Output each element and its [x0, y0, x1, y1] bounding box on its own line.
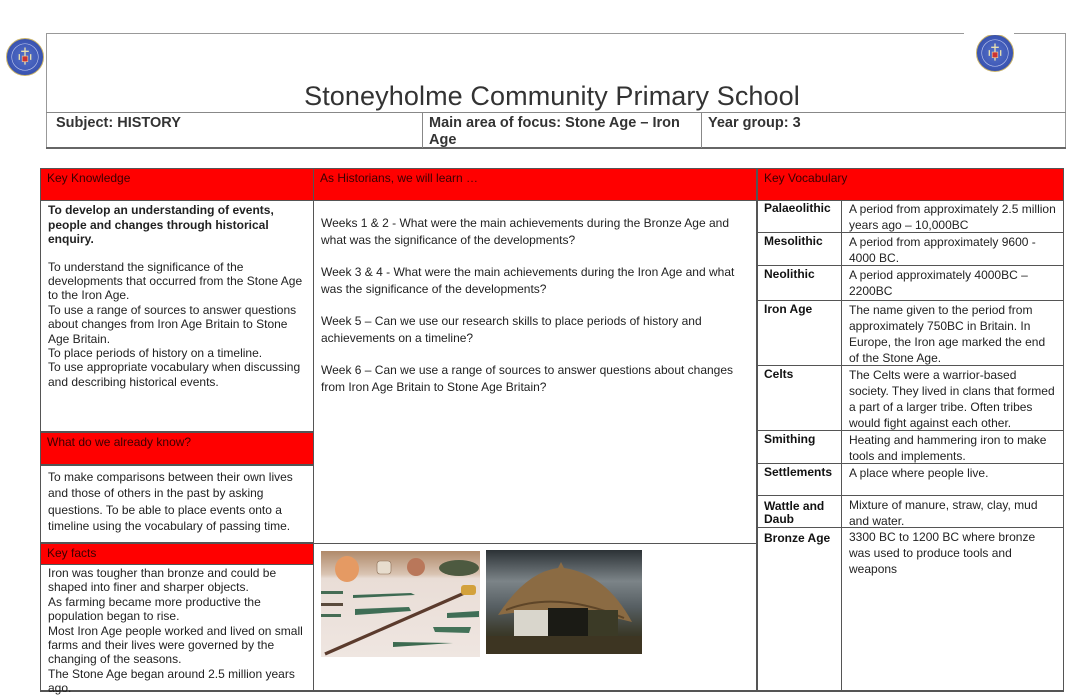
vocabulary-term: Celts: [758, 366, 842, 430]
vocabulary-heading: Key Vocabulary: [757, 168, 1064, 201]
vocabulary-definition: Mixture of manure, straw, clay, mud and water.: [849, 498, 1038, 528]
images-cell: [313, 543, 757, 692]
roundhouse-photo: [486, 550, 642, 654]
info-row: [46, 112, 1066, 149]
key-knowledge-intro: To develop an understanding of events, people and changes through historical enquiry.: [48, 203, 274, 246]
school-title: Stoneyholme Community Primary School: [304, 81, 800, 111]
vocabulary-definition: A period from approximately 2.5 million years ago – 10,000BC: [849, 202, 1056, 232]
vocabulary-row: [757, 464, 1064, 496]
vocabulary-row: [757, 233, 1064, 266]
key-fact: Most Iron Age people worked and lived on small farms and their lives were governed by the changing of the seasons.: [48, 623, 303, 667]
week-question: Week 6 – Can we use a range of sources to answer questions about changes from Iron Age Britain to Stone Age Britain?: [321, 363, 734, 394]
vocabulary-term: Iron Age: [758, 301, 842, 365]
key-knowledge-heading: Key Knowledge: [40, 168, 314, 201]
key-knowledge-point: To understand the significance of the developments that occurred from the Stone Age to the Iron Age.: [48, 259, 303, 303]
vocabulary-definition: The name given to the period from approximately 750BC in Britain. In Europe, the Iron age marked the end of the Stone Age.: [849, 303, 1046, 365]
week-question: Weeks 1 & 2 - What were the main achievements during the Bronze Age and what was the significance of the developments?: [321, 216, 729, 247]
vocabulary-row: [757, 496, 1064, 528]
vocabulary-term: Mesolithic: [758, 233, 842, 265]
vocabulary-term: Wattle and Daub: [758, 496, 842, 527]
bronze-artifacts-photo: [321, 551, 480, 657]
vocabulary-row: [757, 266, 1064, 301]
vocabulary-definition: Heating and hammering iron to make tools and implements.: [849, 433, 1047, 463]
vocabulary-term: Bronze Age: [758, 528, 842, 690]
vocabulary-row: [757, 431, 1064, 464]
vocabulary-term: Settlements: [758, 464, 842, 495]
key-facts-heading: Key facts: [40, 543, 314, 565]
key-facts-body: [40, 564, 314, 696]
vocabulary-definition: A period from approximately 9600 - 4000 BC.: [849, 235, 1036, 265]
vocabulary-row: [757, 301, 1064, 366]
learning-heading: As Historians, we will learn …: [313, 168, 757, 201]
key-knowledge-body: [40, 200, 314, 432]
key-knowledge-point: To use appropriate vocabulary when discussing and describing historical events.: [48, 360, 301, 389]
year-group-label: Year group: 3: [708, 115, 801, 131]
vocabulary-definition: A place where people live.: [849, 466, 989, 480]
week-question: Week 3 & 4 - What were the main achievements during the Iron Age and what was the significance of the developments?: [321, 265, 735, 296]
learning-body: [313, 200, 757, 544]
header-border-gap: [964, 32, 1014, 35]
already-know-text: To make comparisons between their own lives and those of others in the past by asking questions. To be able to place events onto a timeline using the vocabulary of passing time.: [40, 465, 314, 543]
key-fact: As farming became more productive the population began to rise.: [48, 594, 261, 624]
key-fact: Iron was tougher than bronze and could be shaped into finer and sharper objects.: [48, 566, 277, 595]
vocabulary-definition: The Celts were a warrior-based society. They lived in clans that formed a part of a larger tribe. Often tribes would fight against each other.: [849, 368, 1055, 430]
key-fact: The Stone Age began around 2.5 million years ago.: [48, 666, 295, 696]
school-crest-icon: [6, 38, 44, 76]
key-knowledge-point: To use a range of sources to answer questions about changes from Iron Age Britain to Stone Age Britain.: [48, 302, 297, 346]
week-question: Week 5 – Can we use our research skills to place periods of history and achievements on a timeline?: [321, 314, 702, 345]
main-focus-label: Main area of focus: Stone Age – Iron Age: [423, 113, 702, 148]
vocabulary-definition: 3300 BC to 1200 BC where bronze was used to produce tools and weapons: [849, 530, 1036, 576]
vocabulary-term: Smithing: [758, 431, 842, 463]
vocabulary-term: Neolithic: [758, 266, 842, 300]
vocabulary-row: [757, 366, 1064, 431]
already-know-heading: What do we already know?: [40, 432, 314, 465]
vocabulary-term: Palaeolithic: [758, 200, 842, 232]
vocabulary-row: [757, 528, 1064, 692]
vocabulary-row: [757, 200, 1064, 233]
subject-label: Subject: HISTORY: [46, 113, 423, 148]
key-knowledge-point: To place periods of history on a timeline.: [48, 345, 263, 360]
vocabulary-definition: A period approximately 4000BC – 2200BC: [849, 268, 1028, 298]
